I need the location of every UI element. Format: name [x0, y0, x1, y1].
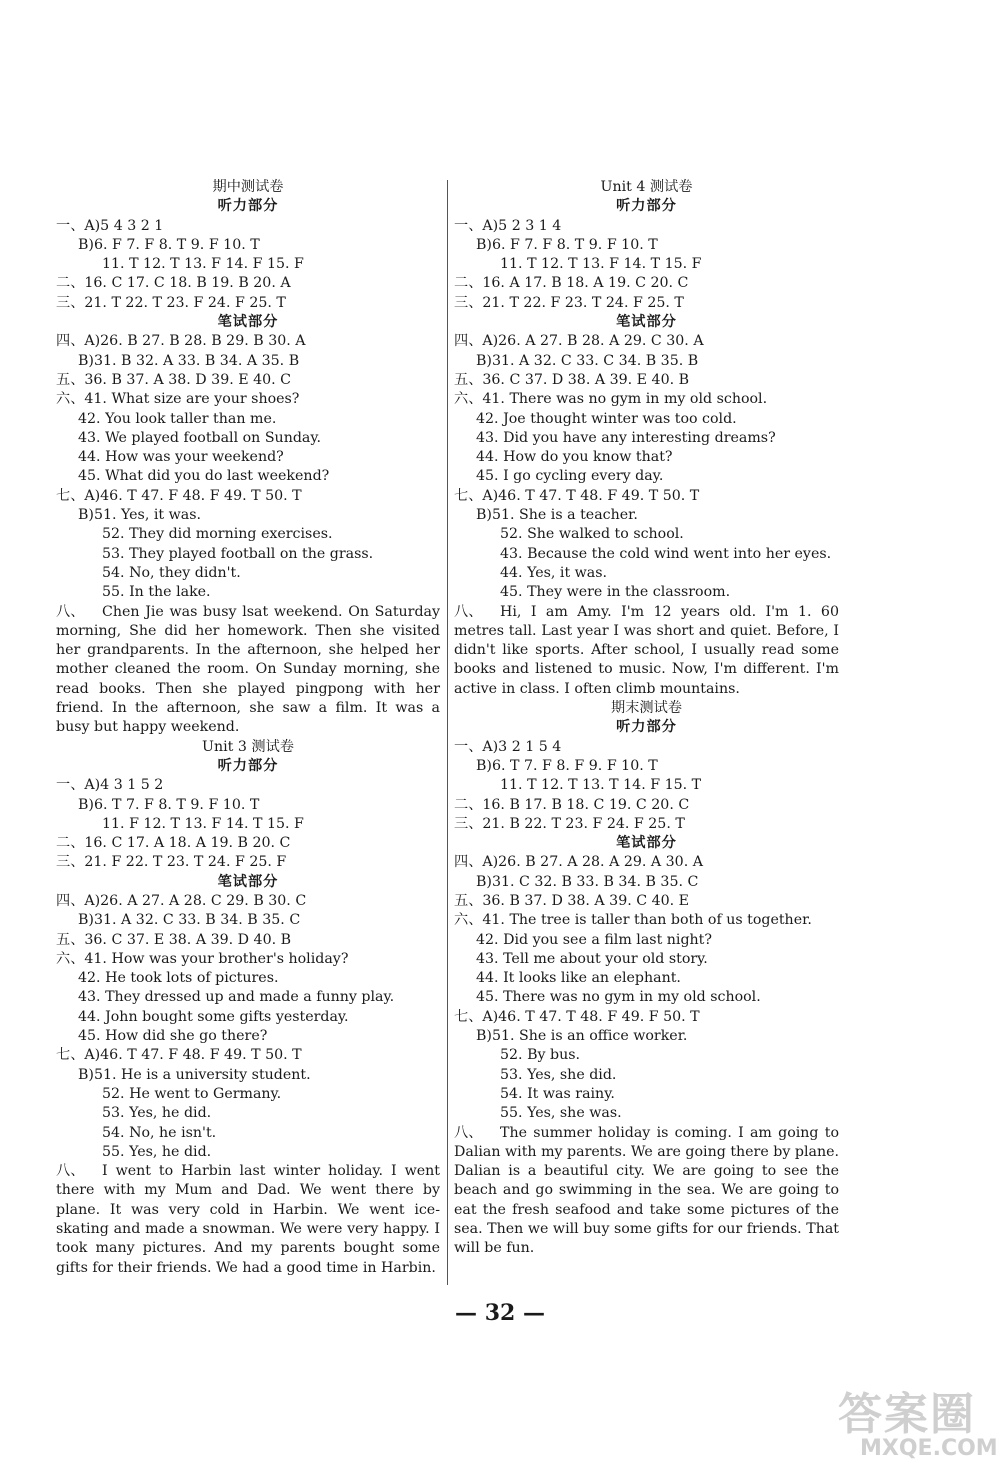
section-title: Unit 4 测试卷: [600, 179, 693, 195]
answer-line: 44. How do you know that?: [476, 449, 673, 466]
paragraph-text: I went to Harbin last winter holiday. I went there with my Mum and Dad. We went there by plane. It was very cold in Harbin. We went ice-skating and made a snowman. We were very happy. I took many pictures. And my parents bought some gifts for their friends. We had a good time in Harbin.: [56, 1163, 440, 1276]
answer-line: 44. Yes, it was.: [500, 564, 608, 581]
answer-line: 43. Did you have any interesting dreams?: [476, 429, 776, 446]
section-subtitle: 听力部分: [217, 198, 279, 215]
column-divider: [447, 180, 448, 1285]
answer-line: 43. We played football on Sunday.: [78, 429, 322, 446]
section-subtitle: 笔试部分: [217, 314, 279, 331]
answer-line: 44. It looks like an elephant.: [476, 970, 681, 987]
answer-line: 五、36. B 37. A 38. D 39. E 40. C: [56, 371, 292, 388]
answer-line: 55. Yes, she was.: [500, 1105, 622, 1122]
answer-line: B)31. C 32. B 33. B 34. B 35. C: [476, 873, 699, 890]
section-subtitle: 笔试部分: [616, 835, 677, 852]
question-label: 八、: [56, 1163, 85, 1180]
answer-line: 二、16. B 17. B 18. C 19. C 20. C: [454, 796, 690, 813]
answer-line: 四、A)26. B 27. B 28. B 29. B 30. A: [56, 333, 306, 350]
answer-line: 五、36. B 37. D 38. A 39. C 40. E: [454, 892, 690, 909]
answer-line: 四、A)26. A 27. B 28. A 29. C 30. A: [454, 333, 704, 350]
section-subtitle: 笔试部分: [616, 314, 677, 331]
answer-line: B)6. F 7. F 8. T 9. F 10. T: [476, 236, 658, 253]
answer-line: 三、21. T 22. T 23. F 24. F 25. T: [56, 294, 286, 311]
answer-line: 43. Tell me about your old story.: [476, 950, 708, 967]
section-subtitle: 听力部分: [616, 198, 677, 215]
writing-answer: [56, 603, 440, 738]
question-label: 八、: [454, 1124, 483, 1141]
answer-line: 45. I go cycling every day.: [476, 468, 664, 485]
answer-line: 54. No, they didn't.: [102, 564, 241, 581]
section-subtitle: 笔试部分: [217, 873, 279, 890]
section-title: 期中测试卷: [212, 179, 284, 195]
answer-line: B)51. She is a teacher.: [476, 507, 638, 524]
answer-line: 43. Because the cold wind went into her eyes.: [500, 545, 832, 562]
writing-answer: [454, 603, 839, 699]
paragraph-text: Chen Jie was busy lsat weekend. On Saturday morning, She did her homework. Then she visited her grandparents. In the afternoon, she helped her mother cleaned the room. On Sunday morning, she read books. Then she played pingpong with her friend. In the afternoon, she saw a film. It was a busy but happy weekend.: [56, 603, 440, 736]
answer-line: 44. John bought some gifts yesterday.: [78, 1008, 349, 1025]
answer-line: 42. Joe thought winter was too cold.: [476, 410, 737, 427]
watermark-logo: [830, 1378, 998, 1468]
right-column: [454, 178, 839, 1259]
answer-line: 一、A)5 4 3 2 1: [56, 217, 164, 234]
answer-line: 42. You look taller than me.: [78, 410, 277, 427]
answer-line: 42. He took lots of pictures.: [78, 970, 279, 987]
answer-line: 45. There was no gym in my old school.: [476, 989, 761, 1006]
answer-line: 55. Yes, he did.: [102, 1143, 212, 1160]
answer-line: 11. F 12. T 13. F 14. T 15. F: [102, 815, 304, 832]
answer-line: 43. They dressed up and made a funny play.: [78, 989, 395, 1006]
answer-line: 七、A)46. T 47. T 48. F 49. T 50. T: [454, 487, 700, 504]
answer-line: 52. He went to Germany.: [102, 1085, 282, 1102]
paragraph-text: The summer holiday is coming. I am going to Dalian with my parents. We are going there by plane. Dalian is a beautiful city. We are going to see the beach and go swimming in the sea. We are going to eat the fresh seafood and take some pictures of the sea. Then we will buy some gifts for our friends. That will be fun.: [454, 1124, 839, 1257]
writing-answer: [454, 1124, 839, 1259]
answer-line: 52. By bus.: [500, 1047, 581, 1064]
section-title: Unit 3 测试卷: [202, 738, 294, 755]
answer-line: B)31. A 32. C 33. C 34. B 35. B: [476, 352, 699, 369]
answer-line: 11. T 12. T 13. F 14. T 15. F: [500, 256, 702, 273]
answer-line: 六、41. How was your brother's holiday?: [56, 950, 349, 967]
answer-line: B)31. B 32. A 33. B 34. A 35. B: [78, 352, 300, 369]
answer-line: 44. How was your weekend?: [78, 449, 284, 466]
answer-line: 四、A)26. A 27. A 28. C 29. B 30. C: [56, 892, 307, 909]
answer-line: B)51. Yes, it was.: [78, 507, 202, 524]
answer-line: B)6. F 7. F 8. T 9. F 10. T: [78, 236, 260, 253]
answer-line: 七、A)46. T 47. F 48. F 49. T 50. T: [56, 1047, 302, 1064]
answer-line: 45. What did you do last weekend?: [78, 468, 330, 485]
answer-line: 52. They did morning exercises.: [102, 526, 333, 543]
page-number: — 32 —: [455, 1300, 545, 1326]
answer-line: 五、36. C 37. D 38. A 39. E 40. B: [454, 371, 690, 388]
question-label: 八、: [56, 603, 85, 620]
answer-line: 53. Yes, he did.: [102, 1105, 212, 1122]
answer-line: 53. They played football on the grass.: [102, 545, 374, 562]
answer-line: 七、A)46. T 47. F 48. F 49. T 50. T: [56, 487, 302, 504]
answer-line: 二、16. C 17. C 18. B 19. B 20. A: [56, 275, 291, 292]
answer-line: 三、21. T 22. F 23. T 24. F 25. T: [454, 294, 684, 311]
answer-line: 五、36. C 37. E 38. A 39. D 40. B: [56, 931, 292, 948]
answer-line: 11. T 12. T 13. T 14. F 15. T: [500, 777, 702, 794]
answer-line: 45. How did she go there?: [78, 1028, 268, 1045]
answer-line: 三、21. F 22. T 23. T 24. F 25. F: [56, 854, 287, 871]
watermark-url: MXQE.COM: [860, 1436, 998, 1461]
answer-line: 一、A)3 2 1 5 4: [454, 738, 562, 755]
answer-line: B)6. T 7. F 8. T 9. F 10. T: [78, 796, 260, 813]
answer-line: 二、16. A 17. B 18. A 19. C 20. C: [454, 275, 689, 292]
answer-line: 六、41. The tree is taller than both of us together.: [454, 912, 812, 929]
answer-line: B)51. He is a university student.: [78, 1066, 311, 1083]
answer-line: 二、16. C 17. A 18. A 19. B 20. C: [56, 835, 291, 852]
answer-line: 55. In the lake.: [102, 584, 211, 601]
answer-line: 一、A)4 3 1 5 2: [56, 777, 164, 794]
left-column: [56, 178, 440, 1278]
answer-line: 54. It was rainy.: [500, 1085, 615, 1102]
answer-line: 三、21. B 22. T 23. F 24. F 25. T: [454, 815, 685, 832]
answer-line: 53. Yes, she did.: [500, 1066, 617, 1083]
answer-line: 42. Did you see a film last night?: [476, 931, 712, 948]
answer-line: 一、A)5 2 3 1 4: [454, 217, 562, 234]
section-title: 期末测试卷: [611, 700, 682, 717]
answer-line: 11. T 12. T 13. F 14. F 15. F: [102, 256, 304, 273]
section-subtitle: 听力部分: [217, 757, 279, 774]
question-label: 八、: [454, 603, 483, 620]
answer-line: 六、41. There was no gym in my old school.: [454, 391, 768, 408]
watermark-logo-text: 答案圈: [838, 1389, 976, 1440]
answer-line: 四、A)26. B 27. A 28. A 29. A 30. A: [454, 854, 703, 871]
answer-line: 54. No, he isn't.: [102, 1124, 217, 1141]
answer-line: B)31. A 32. C 33. B 34. B 35. C: [78, 912, 301, 929]
answer-line: 七、A)46. T 47. T 48. F 49. F 50. T: [454, 1008, 700, 1025]
writing-answer: [56, 1162, 440, 1278]
answer-line: 52. She walked to school.: [500, 526, 684, 543]
answer-line: 45. They were in the classroom.: [500, 584, 731, 601]
paragraph-text: Hi, I am Amy. I'm 12 years old. I'm 1. 60 metres tall. Last year I was short and quiet. Before, I didn't like sports. After school, I usually read some books and listened to music. Now, I'm different. I'm active in class. I often climb mountains.: [454, 603, 839, 697]
answer-line: 六、41. What size are your shoes?: [56, 391, 300, 408]
answer-line: B)6. T 7. F 8. F 9. F 10. T: [476, 757, 658, 774]
answer-line: B)51. She is an office worker.: [476, 1028, 688, 1045]
section-subtitle: 听力部分: [616, 719, 677, 736]
